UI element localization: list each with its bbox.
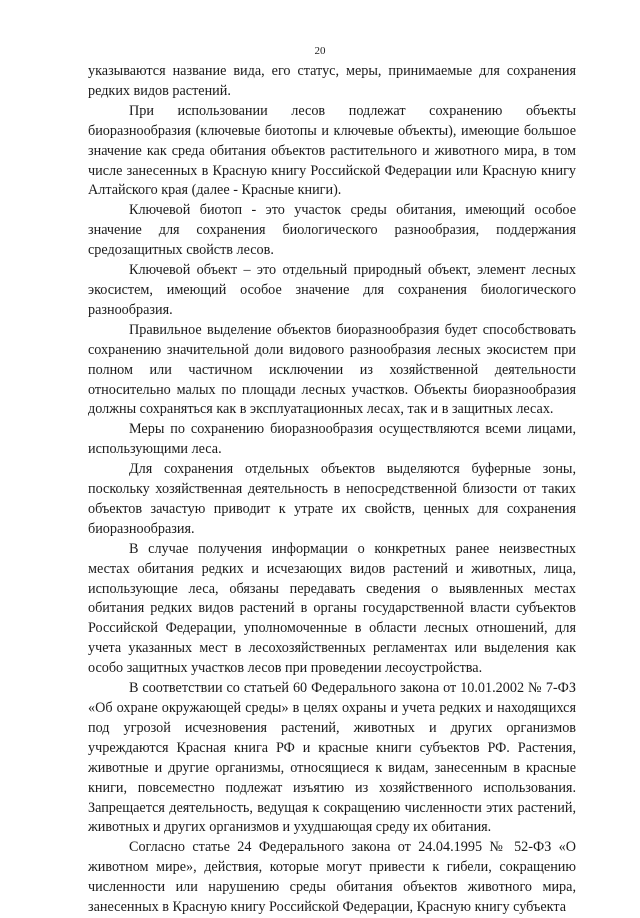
paragraph-correct-selection: Правильное выделение объектов биоразнообразия будет способствовать сохранению значительной доли видового разнообразия лесных экосистем при полном или частичном исключении из хозяйственной деятельности относительно малых по площади лесных участков. Объекты биоразнообразия должны сохраняться как в эксплуатационных лесах, так и в защитных лесах. bbox=[88, 321, 576, 418]
paragraph-article-24: Согласно статье 24 Федерального закона от 24.04.1995 № 52-ФЗ «О животном мире», действия, которые могут привести к гибели, сокращению численности или нарушению среды обитания объектов животного мира, занесенных в Красную книгу Российской Федерации, Красную книгу субъекта bbox=[88, 839, 576, 916]
paragraph-habitat-information: В случае получения информации о конкретных ранее неизвестных местах обитания редких и исчезающих видов растений и животных, лица, использующие леса, обязаны передавать сведения о выявленных местах обитания редких видов растений в органы государственной власти субъектов Российской Федерации, уполномоченные в области лесных отношений, для учета указанных мест в лесохозяйственных регламентах или выделения как особо защитных участков лесов при проведении лесоустройства. bbox=[88, 540, 576, 677]
paragraph-biodiversity-objects: При использовании лесов подлежат сохранению объекты биоразнообразия (ключевые биотопы и ключевые объекты), имеющие большое значение как среда обитания объектов растительного и животного мира, в том числе занесенных в Красную книгу Российской Федерации или Красную книгу Алтайского края (далее - Красные книги). bbox=[88, 102, 576, 199]
paragraph-key-object: Ключевой объект – это отдельный природный объект, элемент лесных экосистем, имеющий особое значение для сохранения биологического разнообразия. bbox=[88, 262, 576, 318]
page-number: 20 bbox=[314, 45, 326, 57]
paragraph-key-biotope: Ключевой биотоп - это участок среды обитания, имеющий особое значение для сохранения биологического разнообразия, поддержания средозащитных свойств лесов. bbox=[88, 202, 576, 259]
paragraph-article-60: В соответствии со статьей 60 Федерального закона от 10.01.2002 № 7-ФЗ «Об охране окружающей среды» в целях охраны и учета редких и находящихся под угрозой исчезновения растений, животных и других организмов учреждаются Красная книга РФ и красные книги субъектов РФ. Растения, животные и другие организмы, относящиеся к видам, занесенным в красные книги, повсеместно подлежат изъятию из хозяйственного использования. Запрещается деятельность, ведущая к сокращению численности этих растений, животных и других организмов и ухудшающая среду их обитания. bbox=[88, 680, 576, 836]
paragraph-continued: указываются название вида, его статус, меры, принимаемые для сохранения редких видов растений. bbox=[88, 63, 576, 99]
document-body bbox=[88, 62, 576, 918]
paragraph-buffer-zones: Для сохранения отдельных объектов выделяются буферные зоны, поскольку хозяйственная деятельность в непосредственной близости от таких объектов зачастую приводит к утрате их свойств, ценных для сохранения биоразнообразия. bbox=[88, 461, 576, 537]
paragraph-measures: Меры по сохранению биоразнообразия осуществляются всеми лицами, использующими леса. bbox=[88, 421, 576, 458]
